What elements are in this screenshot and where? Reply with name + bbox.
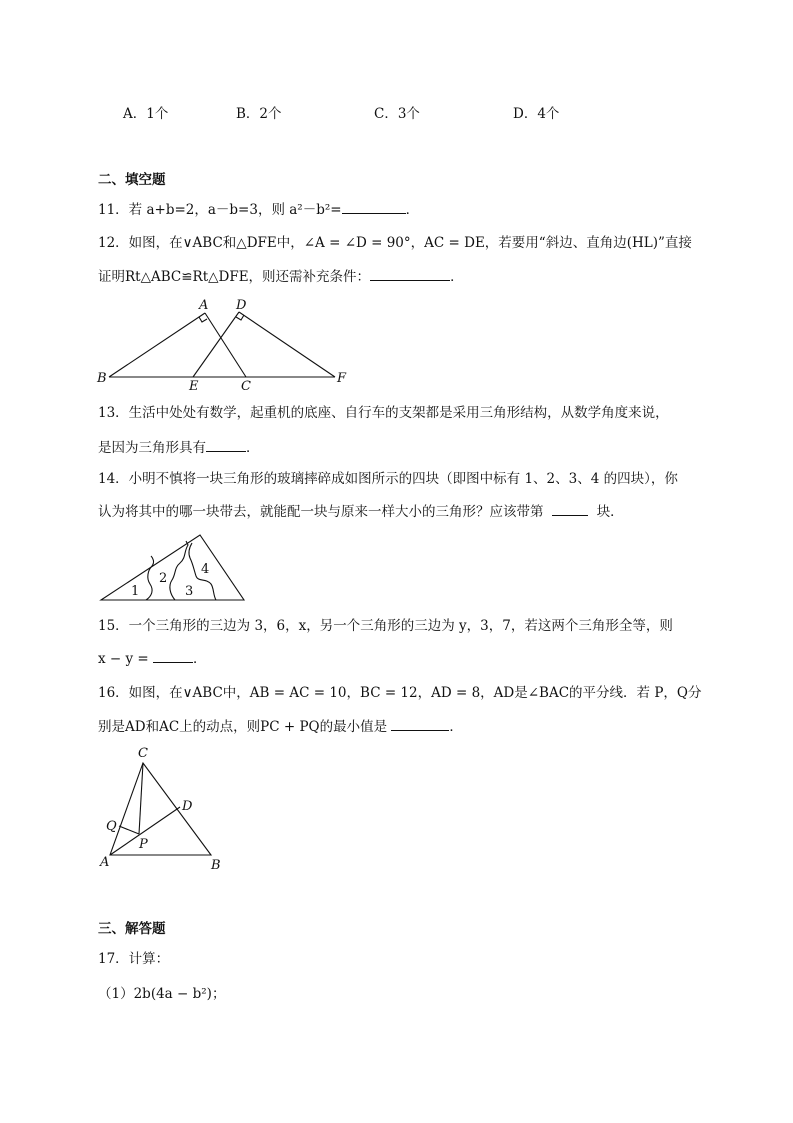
answer-blank-16 bbox=[391, 716, 449, 731]
crack-3 bbox=[189, 543, 216, 600]
label-p: P bbox=[139, 837, 148, 852]
label-q: Q bbox=[106, 819, 117, 834]
answer-blank-11 bbox=[342, 199, 406, 214]
label-c: C bbox=[138, 746, 148, 761]
segment-ba bbox=[109, 313, 205, 377]
crack-1 bbox=[146, 556, 154, 600]
answer-blank-15 bbox=[153, 648, 193, 663]
question-17-title: 17．计算： bbox=[98, 951, 170, 967]
label-a: A bbox=[100, 855, 110, 870]
piece-label-4: 4 bbox=[201, 562, 210, 577]
choice-c: C．3个 bbox=[374, 106, 420, 122]
label-d: D bbox=[236, 298, 247, 313]
choice-a: A．1个 bbox=[123, 106, 169, 122]
choice-b: B．2个 bbox=[236, 106, 282, 122]
question-15-line1: 15．一个三角形的三边为 3，6，x，另一个三角形的三边为 y，3，7，若这两个三角形全等，则 bbox=[98, 618, 673, 634]
question-17-part1: （1）2b(4a − b²)； bbox=[98, 986, 226, 1002]
choice-d: D．4个 bbox=[513, 106, 560, 122]
label-f: F bbox=[337, 371, 347, 386]
answer-blank-12 bbox=[370, 266, 450, 281]
question-11: 11．若 a+b=2，a－b=3，则 a²－b²= ． bbox=[98, 199, 419, 220]
piece-label-1: 1 bbox=[131, 584, 140, 599]
segment-ad bbox=[110, 807, 180, 855]
label-b: B bbox=[97, 371, 107, 386]
question-11-text: 11．若 a+b=2，a－b=3，则 a²－b²= bbox=[98, 202, 342, 218]
right-angle-mark-d bbox=[236, 315, 244, 320]
question-13-line1: 13．生活中处处有数学，起重机的底座、自行车的支架都是采用三角形结构，从数学角度来说， bbox=[98, 405, 669, 421]
answer-blank-13 bbox=[206, 437, 246, 452]
answer-blank-14 bbox=[552, 501, 588, 516]
segment-ac bbox=[205, 313, 246, 377]
question-16-line2: 别是AD和AC上的动点，则PC + PQ的最小值是 ． bbox=[98, 716, 463, 737]
crack-2 bbox=[170, 541, 188, 600]
piece-label-2: 2 bbox=[159, 571, 168, 586]
question-13-line2: 是因为三角形具有 ． bbox=[98, 437, 260, 458]
segment-cp bbox=[139, 763, 143, 834]
section-title-fill-in: 二、填空题 bbox=[98, 172, 166, 188]
question-16-line1: 16．如图，在∨ABC中，AB = AC = 10，BC = 12，AD = 8，AD是∠BAC的平分线．若 P，Q分 bbox=[98, 685, 702, 701]
right-angle-mark-a bbox=[199, 317, 207, 322]
question-14-line1: 14．小明不慎将一块三角形的玻璃摔碎成如图所示的四块（即图中标有 1、2、3、4 的四块），你 bbox=[98, 471, 678, 487]
section-title-solutions: 三、解答题 bbox=[98, 921, 166, 937]
triangle-abc bbox=[110, 763, 211, 855]
question-12-line2: 证明Rt△ABC≌Rt△DFE，则还需补充条件： ． bbox=[98, 266, 464, 287]
label-b: B bbox=[211, 858, 221, 873]
piece-label-3: 3 bbox=[185, 584, 194, 599]
label-e: E bbox=[189, 379, 199, 394]
question-14-line2: 认为将其中的哪一块带去，就能配一块与原来一样大小的三角形？应该带第 块． bbox=[98, 501, 624, 522]
segment-df bbox=[239, 312, 335, 377]
label-a: A bbox=[199, 298, 209, 313]
outer-triangle bbox=[101, 535, 244, 600]
segment-qp bbox=[119, 826, 139, 834]
question-15-line2: x − y = ． bbox=[98, 648, 207, 669]
question-12-line1: 12．如图，在∨ABC和△DFE中，∠A = ∠D = 90°，AC = DE，若要用“斜边、直角边(HL)”直接 bbox=[98, 235, 692, 251]
label-d: D bbox=[182, 799, 193, 814]
label-c: C bbox=[241, 379, 251, 394]
segment-ed bbox=[193, 312, 239, 377]
